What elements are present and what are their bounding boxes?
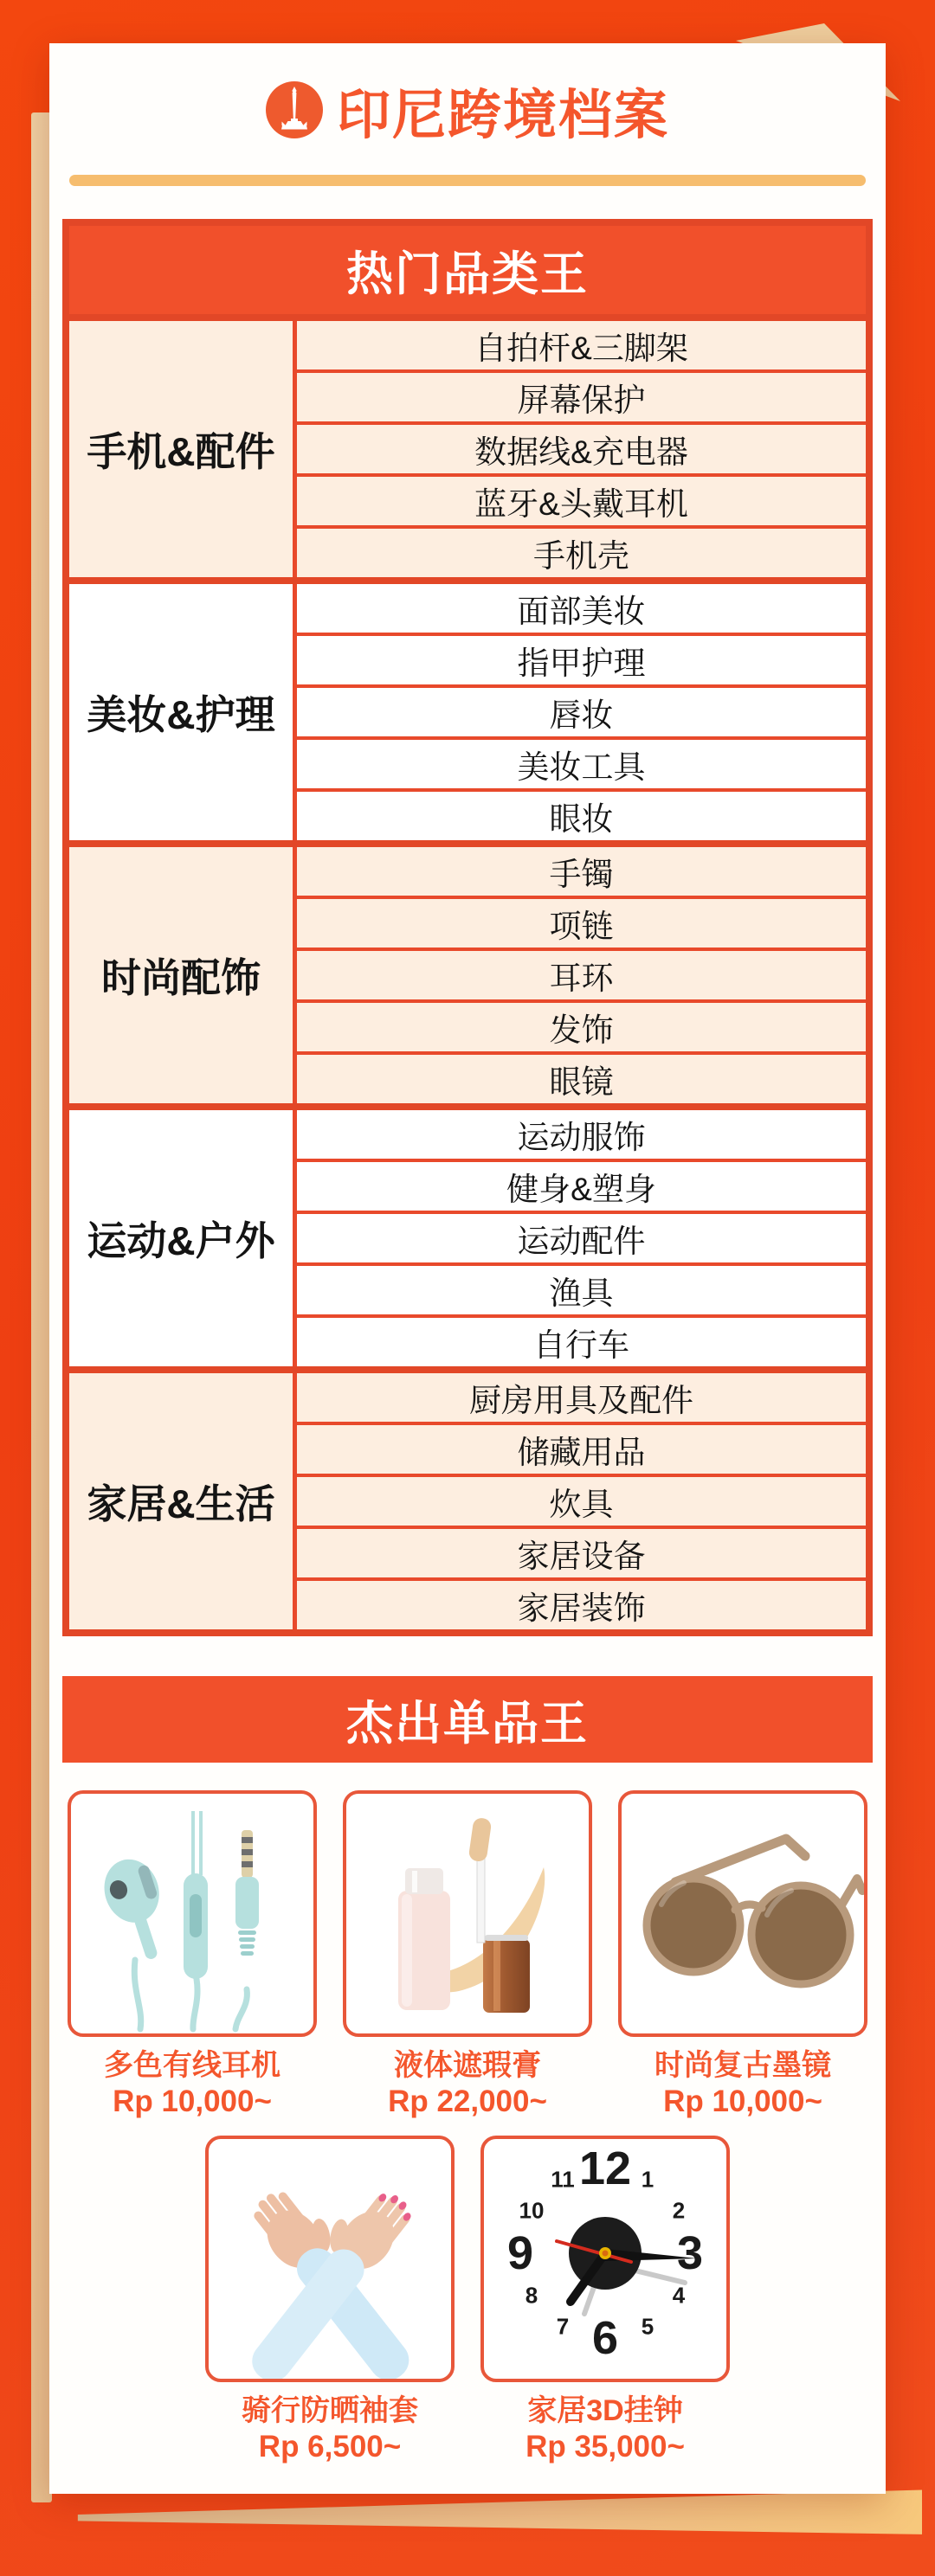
category-name: 时尚配饰 bbox=[69, 847, 297, 1103]
product-price: Rp 6,500~ bbox=[258, 2430, 402, 2464]
wall-clock-image bbox=[480, 2136, 730, 2382]
product-card-sunglasses bbox=[618, 1790, 867, 2120]
clock-number: 9 bbox=[506, 2227, 534, 2279]
category-item: 健身&塑身 bbox=[297, 1159, 866, 1211]
category-item: 手机壳 bbox=[297, 525, 866, 577]
category-item: 家居设备 bbox=[297, 1526, 866, 1577]
product-card-arm-sleeves bbox=[205, 2136, 455, 2465]
category-section bbox=[69, 1103, 866, 1366]
monas-monument-icon bbox=[266, 81, 323, 138]
concealer-image bbox=[343, 1790, 592, 2037]
product-price: Rp 22,000~ bbox=[388, 2085, 547, 2118]
category-item: 厨房用具及配件 bbox=[469, 1383, 693, 1418]
category-item: 屏幕保护 bbox=[297, 369, 866, 421]
clock-number: 10 bbox=[519, 2197, 545, 2224]
clock-number: 4 bbox=[672, 2282, 686, 2309]
products-row-2 bbox=[49, 2136, 886, 2465]
category-item: 数据线&充电器 bbox=[297, 421, 866, 473]
category-section bbox=[69, 577, 866, 840]
category-section bbox=[69, 314, 866, 577]
category-item: 炊具 bbox=[297, 1474, 866, 1526]
category-item: 唇妆 bbox=[297, 684, 866, 736]
clock-number: 1 bbox=[641, 2166, 654, 2193]
products-row-1 bbox=[49, 1790, 886, 2120]
product-name: 液体遮瑕膏 bbox=[394, 2049, 541, 2082]
category-section bbox=[69, 840, 866, 1103]
category-item: 蓝牙&头戴耳机 bbox=[297, 473, 866, 525]
page-title: 印尼跨境档案 bbox=[336, 85, 669, 145]
category-item: 发饰 bbox=[297, 999, 866, 1051]
category-name: 美妆&护理 bbox=[69, 584, 297, 840]
product-price: Rp 10,000~ bbox=[113, 2085, 272, 2118]
arm-sleeves-image bbox=[205, 2136, 455, 2382]
gold-divider bbox=[69, 175, 866, 186]
clock-number: 5 bbox=[641, 2313, 654, 2340]
category-item: 眼镜 bbox=[297, 1051, 866, 1103]
clock-number: 8 bbox=[525, 2282, 538, 2309]
category-item: 自行车 bbox=[297, 1314, 866, 1366]
clock-face bbox=[484, 2139, 726, 2379]
category-table bbox=[62, 219, 873, 1636]
poster-header bbox=[49, 74, 886, 145]
product-name: 骑行防晒袖套 bbox=[242, 2394, 418, 2427]
product-price: Rp 35,000~ bbox=[526, 2430, 685, 2464]
clock-number: 7 bbox=[556, 2313, 570, 2340]
category-item: 眼妆 bbox=[297, 788, 866, 840]
product-name: 多色有线耳机 bbox=[104, 2049, 280, 2082]
category-item: 家居装饰 bbox=[297, 1577, 866, 1629]
category-item: 美妆工具 bbox=[297, 736, 866, 788]
product-name: 家居3D挂钟 bbox=[527, 2394, 683, 2427]
category-item: 储藏用品 bbox=[297, 1422, 866, 1474]
product-card-earphones bbox=[68, 1790, 317, 2120]
clock-number: 2 bbox=[672, 2197, 686, 2224]
clock-number: 12 bbox=[578, 2142, 632, 2194]
category-section bbox=[69, 1366, 866, 1629]
category-item: 面部美妆 bbox=[517, 594, 646, 629]
category-item: 项链 bbox=[297, 896, 866, 948]
category-item: 耳环 bbox=[297, 948, 866, 999]
category-table-title: 热门品类王 bbox=[69, 226, 866, 314]
sunglasses-image bbox=[618, 1790, 867, 2037]
category-item: 自拍杆&三脚架 bbox=[474, 331, 688, 366]
category-item: 运动配件 bbox=[297, 1211, 866, 1262]
products-section-title: 杰出单品王 bbox=[62, 1676, 873, 1763]
category-name: 手机&配件 bbox=[69, 321, 297, 577]
earphones-image bbox=[68, 1790, 317, 2037]
product-card-wall-clock bbox=[480, 2136, 730, 2465]
category-name: 运动&户外 bbox=[69, 1110, 297, 1366]
category-item: 指甲护理 bbox=[297, 633, 866, 684]
clock-number: 11 bbox=[551, 2166, 575, 2193]
product-price: Rp 10,000~ bbox=[663, 2085, 822, 2118]
category-item: 运动服饰 bbox=[517, 1120, 646, 1155]
clock-number: 6 bbox=[591, 2312, 619, 2364]
category-name: 家居&生活 bbox=[69, 1373, 297, 1629]
product-card-concealer bbox=[343, 1790, 592, 2120]
product-name: 时尚复古墨镜 bbox=[654, 2049, 831, 2082]
category-item: 渔具 bbox=[297, 1262, 866, 1314]
poster-card bbox=[49, 43, 886, 2494]
category-item: 手镯 bbox=[549, 857, 614, 892]
clock-number: 3 bbox=[676, 2227, 704, 2279]
